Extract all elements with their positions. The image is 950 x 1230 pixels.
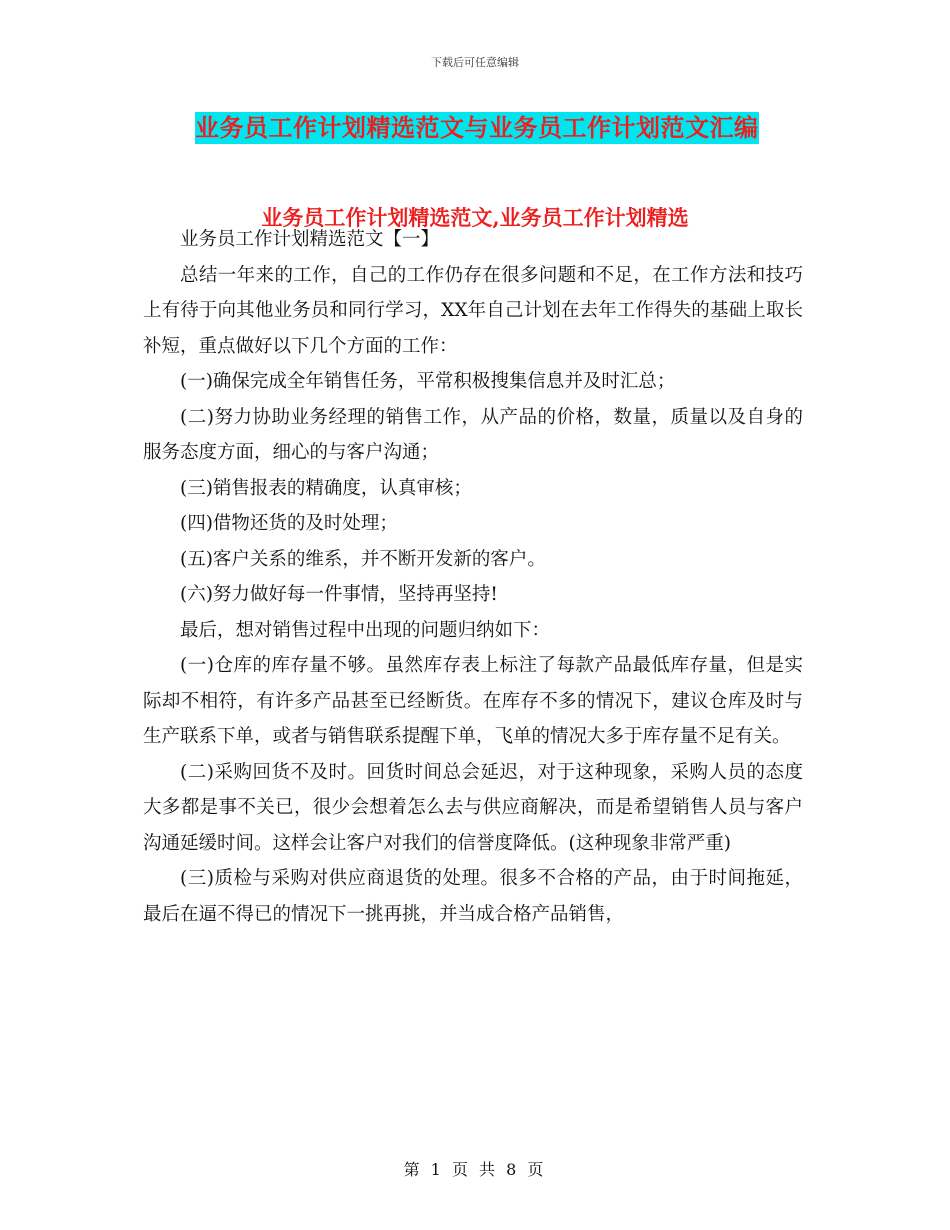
paragraph: (三)质检与采购对供应商退货的处理。很多不合格的产品，由于时间拖延，最后在逼不得已的情况下一挑再挑，并当成合格产品销售， [143,868,803,925]
paragraph: (六)努力做好每一件事情，坚持再坚持! [180,584,498,605]
paragraph: (三)销售报表的精确度，认真审核； [180,477,472,499]
page-footer: 第 1 页 共 8 页 [403,1160,547,1179]
main-title: 业务员工作计划精选范文与业务员工作计划范文汇编 [195,113,759,142]
document-body [143,222,803,932]
paragraph: (五)客户关系的维系，并不断开发新的客户。 [180,548,546,570]
paragraph: (一)仓库的库存量不够。虽然库存表上标注了每款产品最低库存量，但是实际却不相符，有许多产品甚至已经断货。在库存不多的情况下，建议仓库及时与生产联系下单，或者与销售联系提醒下单，飞单的情况大多于库存量不足有关。 [143,655,803,747]
paragraph: 最后，想对销售过程中出现的问题归纳如下： [180,619,551,641]
header-note: 下载后可任意编辑 [431,56,519,69]
paragraph: (二)努力协助业务经理的销售工作，从产品的价格，数量，质量以及自身的服务态度方面，细心的与客户沟通； [143,406,803,463]
paragraph: (一)确保完成全年销售任务，平常积极搜集信息并及时汇总； [180,371,676,392]
main-title-container [195,112,801,144]
paragraph: (四)借物还货的及时处理； [180,513,398,534]
paragraph: (二)采购回货不及时。回货时间总会延迟，对于这种现象，采购人员的态度大多都是事不关已，很少会想着怎么去与供应商解决，而是希望销售人员与客户沟通延缓时间。这样会让客户对我们的信誉度降低。(这种现象非常严重) [143,761,803,854]
sub-title: 业务员工作计划精选范文,业务员工作计划精选 [261,205,689,230]
paragraph: 总结一年来的工作，自己的工作仍存在很多问题和不足，在工作方法和技巧上有待于向其他业务员和同行学习，XX年自己计划在去年工作得失的基础上取长补短，重点做好以下几个方面的工作： [143,264,803,357]
paragraph: 业务员工作计划精选范文【一】 [180,229,440,250]
